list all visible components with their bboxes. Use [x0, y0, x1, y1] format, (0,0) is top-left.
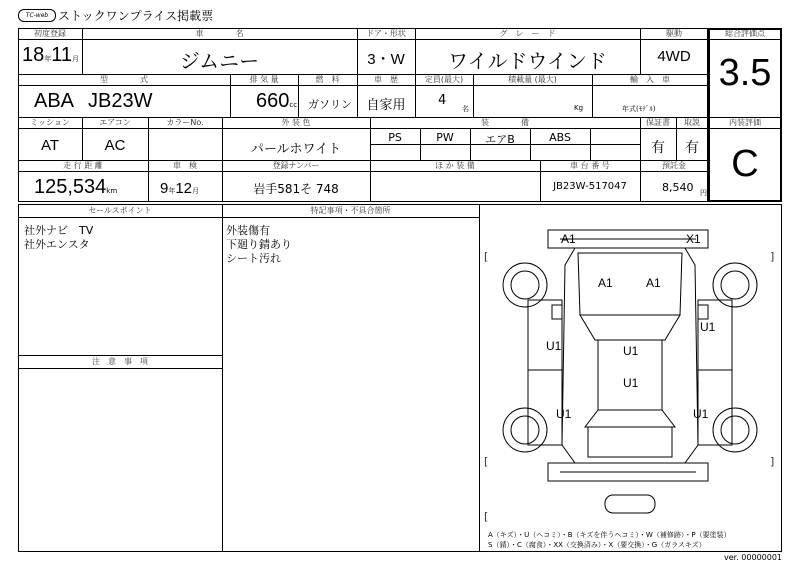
equip-pw: PW	[436, 131, 454, 144]
plate-value: 岩手581そ 748	[253, 182, 339, 196]
bracket-rear-right: ]	[770, 455, 775, 468]
drive-value: 4WD	[657, 48, 691, 65]
inspection-value: 9年12月	[160, 180, 200, 197]
model-value: JB23W	[88, 90, 153, 112]
car-name: ジムニー	[179, 51, 260, 73]
door-value: 3・W	[367, 51, 405, 68]
inspection-label: 車 検	[173, 161, 197, 170]
mark-hood-right: A1	[646, 276, 661, 290]
history-value: 自家用	[366, 98, 406, 113]
car-name-label: 車 名	[195, 29, 244, 38]
mark-roof-rear: U1	[623, 376, 639, 390]
equipment-label: 装 備	[481, 118, 529, 127]
import-label: 輸 入 車	[630, 75, 670, 84]
bracket-front-right: ]	[770, 250, 775, 263]
exterior-label: 外 装 色	[281, 118, 311, 127]
overall-score: 3.5	[718, 52, 772, 94]
legend-line-1: A（キズ）・U（ヘコミ）・B（キズを伴うヘコミ）・W（補修跡）・P（要塗装）	[488, 531, 731, 539]
load-label: 積載量 (最大)	[508, 75, 557, 84]
other-equip-label: ほ か 装 備	[435, 161, 475, 170]
sales-point-1: 社外ナビ TV	[24, 224, 94, 237]
mark-right-front: U1	[700, 320, 716, 334]
aircon-value: AC	[104, 137, 126, 154]
front-right-wheel-shape	[713, 263, 757, 307]
displacement-value: 660cc	[256, 90, 298, 112]
vin-value: JB23W-517047	[553, 181, 627, 192]
notes-label: 特記事項・不具合箇所	[310, 206, 391, 215]
rear-left-wheel-shape	[503, 408, 547, 452]
vin-label: 車 台 番 号	[570, 161, 610, 170]
interior-score-label: 内装評価	[729, 118, 761, 127]
bracket-rear-left: [	[484, 455, 489, 468]
plate-label: 登録ナンバー	[272, 161, 320, 170]
capacity-value: 4	[438, 93, 447, 108]
color-no-label: カラーNo.	[166, 118, 204, 127]
mark-front-bumper-left: A1	[561, 232, 576, 246]
bracket-front-left: [	[484, 250, 489, 263]
capacity-label: 定員(最大)	[424, 75, 464, 84]
mark-right-rear: U1	[693, 407, 709, 421]
manual-label: 取説	[684, 118, 700, 127]
mark-left-rear: U1	[556, 407, 572, 421]
drive-label: 駆動	[666, 29, 682, 38]
deposit-label: 預託金	[662, 161, 686, 170]
grade-value: ワイルドウインド	[448, 51, 607, 73]
manual-value: 有	[685, 140, 699, 156]
history-label: 車 歴	[374, 75, 398, 84]
load-unit: Kg	[574, 104, 584, 112]
aircon-label: エアコン	[99, 118, 131, 127]
overall-score-label: 総合評価点	[725, 29, 765, 38]
equip-airbag: エアB	[485, 133, 515, 146]
header-logo: TC-web	[18, 9, 56, 22]
mission-value: AT	[40, 137, 60, 154]
capacity-unit: 名	[462, 105, 469, 113]
sales-point-label: セールスポイント	[88, 206, 152, 215]
fuel-label: 燃 料	[315, 75, 340, 84]
model-prefix: ABA	[34, 90, 75, 112]
mileage-label: 走 行 距 離	[63, 161, 103, 170]
fuel-value: ガソリン	[308, 98, 352, 111]
first-reg-value: 18年11月	[22, 44, 80, 66]
mark-roof-front: U1	[623, 344, 639, 358]
mileage-value: 125,534km	[34, 176, 118, 198]
note-3: シート汚れ	[226, 252, 281, 265]
caution-label: 注 意 事 項	[92, 357, 148, 366]
mark-left-front-door: U1	[546, 339, 562, 353]
rear-right-wheel-shape	[713, 408, 757, 452]
door-label: ドア・形状	[366, 29, 406, 38]
exterior-value: パールホワイト	[250, 142, 342, 157]
version-label: ver. 00000001	[724, 553, 783, 562]
warranty-value: 有	[651, 140, 665, 156]
bracket-bottom: [	[484, 510, 489, 523]
note-2: 下廻り錆あり	[226, 238, 292, 251]
equip-abs: ABS	[549, 131, 571, 144]
deposit-unit: 円	[700, 189, 707, 197]
import-model-year: 年式(ﾓﾃﾞﾙ)	[622, 105, 656, 113]
mission-label: ミッション	[30, 118, 70, 127]
grade-label: グ レ ー ド	[499, 29, 556, 38]
warranty-label: 保証書	[646, 118, 670, 127]
front-left-wheel-shape	[503, 263, 547, 307]
note-1: 外装傷有	[226, 224, 270, 237]
mark-hood-left: A1	[598, 276, 613, 290]
left-side-shape	[528, 300, 562, 445]
displacement-label: 排 気 量	[249, 75, 279, 84]
mark-front-bumper-right: X1	[686, 232, 701, 246]
page-title: ストックワンプライス掲載票	[58, 9, 214, 23]
legend-line-2: S（錆）・C（腐食）・XX（交換済み）・X（要交換）・G（ガラスキズ）	[488, 541, 706, 549]
model-label: 型 式	[100, 75, 148, 84]
first-reg-label: 初度登録	[34, 29, 66, 38]
equip-ps: PS	[388, 131, 402, 144]
sales-point-2: 社外エンスタ	[24, 238, 90, 251]
deposit-value: 8,540	[662, 181, 694, 194]
interior-score: C	[731, 143, 759, 185]
